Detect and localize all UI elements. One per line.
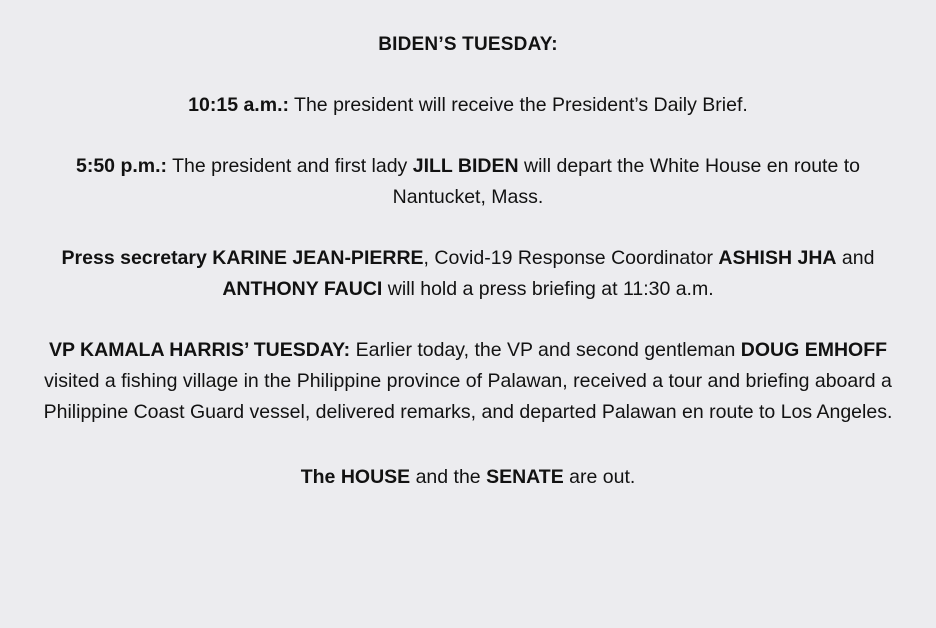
chamber-house: HOUSE xyxy=(340,466,411,488)
schedule-text: The president will receive the President’s Daily Brief. xyxy=(288,94,748,116)
schedule-item-daily-brief xyxy=(188,90,748,121)
press-secretary-lead: Press secretary KARINE JEAN-PIERRE xyxy=(61,247,424,269)
page-title: BIDEN’S TUESDAY: xyxy=(378,34,558,55)
person-name-doug-emhoff: DOUG EMHOFF xyxy=(740,339,888,361)
congress-text-post: are out. xyxy=(563,466,636,488)
press-text-mid-2: and xyxy=(836,247,875,269)
person-name-ashish-jha: ASHISH JHA xyxy=(718,247,837,269)
schedule-time: 10:15 a.m.: xyxy=(188,94,289,116)
vp-text-tail: visited a fishing village in the Philippine province of Palawan, received a tour and briefing aboard a Philippine Coast Guard vessel, delivered remarks, and departed Palawan en route to Los Angeles. xyxy=(43,370,893,423)
vp-text-mid: Earlier today, the VP and second gentleman xyxy=(350,339,741,361)
schedule-item-vp xyxy=(43,335,893,428)
schedule-item-press-briefing xyxy=(33,243,903,305)
press-text-tail: will hold a press briefing at 11:30 a.m. xyxy=(382,278,714,300)
chamber-senate: SENATE xyxy=(486,466,564,488)
schedule-item-departure xyxy=(30,151,906,213)
congress-text-mid: and the xyxy=(410,466,487,488)
congress-text-pre: The xyxy=(300,466,341,488)
schedule-text-after: will depart the White House en route to Nantucket, Mass. xyxy=(392,155,860,208)
vp-schedule-lead: VP KAMALA HARRIS’ TUESDAY: xyxy=(48,339,351,361)
schedule-time: 5:50 p.m.: xyxy=(76,155,168,177)
person-name-anthony-fauci: ANTHONY FAUCI xyxy=(222,278,383,300)
schedule-item-congress xyxy=(301,462,636,493)
press-text-mid-1: , Covid-19 Response Coordinator xyxy=(423,247,719,269)
schedule-text-before: The president and first lady xyxy=(167,155,413,177)
person-name-jill-biden: JILL BIDEN xyxy=(412,155,519,177)
